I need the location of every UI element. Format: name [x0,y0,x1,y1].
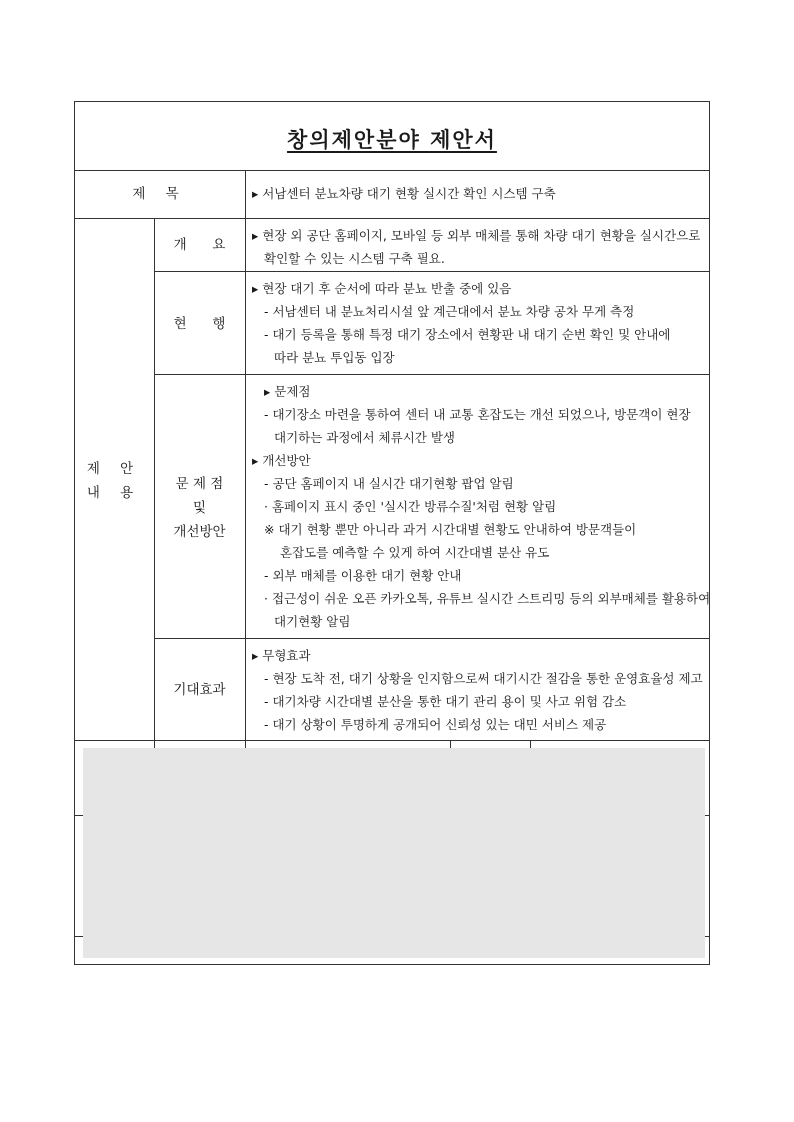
rule-overview-bottom [154,271,710,272]
redacted-area [83,748,705,958]
effect-line: - 현장 도착 전, 대기 상황을 인지함으로써 대기시간 절감을 통한 운영효율성 제고 [264,671,703,686]
problem-line: · 홈페이지 표시 중인 '실시간 방류수질'처럼 현황 알림 [264,499,557,514]
problem-label: 문 제 점 및 개선방안 [173,476,226,540]
effect-line: - 대기 상황이 투명하게 공개되어 신뢰성 있는 대민 서비스 제공 [264,717,607,732]
subject-value: ▸ 서남센터 분뇨차량 대기 현황 실시간 확인 시스템 구축 [252,186,556,201]
overview-label: 개 요 [173,237,226,253]
current-line: - 대기 등록을 통해 특정 대기 장소에서 현황판 내 대기 순번 확인 및 안내에 [264,327,671,342]
rule-subject-divider [245,170,246,218]
overview-line: ▸ 현장 외 공단 홈페이지, 모바일 등 외부 매체를 통해 차량 대기 현황을 실시간으로 [252,228,701,243]
rule-lower-divider-1 [450,740,451,748]
rule-proposal-bottom [74,740,710,741]
problem-line: - 공단 홈페이지 내 실시간 대기현황 팝업 알림 [264,476,514,491]
overview-content [252,224,700,270]
rule-lower-divider-2 [530,740,531,748]
problem-line: - 외부 매체를 이용한 대기 현황 안내 [264,568,462,583]
proposal-content-label: 제 안 내 용 [86,461,142,501]
problem-line: · 접근성이 쉬운 오픈 카카오톡, 유튜브 실시간 스트리밍 등의 외부매체를 활용하여 [264,591,711,606]
current-line: ▸ 현장 대기 후 순서에 따라 분뇨 반출 중에 있음 [252,281,512,296]
effect-line: ▸ 무형효과 [252,648,311,663]
problem-line: ▸ 문제점 [264,384,311,399]
current-label: 현 행 [173,316,226,332]
current-line: 따라 분뇨 투입동 입장 [274,350,395,365]
problem-line: ▸ 개선방안 [252,453,311,468]
rule-problem-bottom [154,638,710,639]
rule-current-bottom [154,374,710,375]
problem-content [252,380,710,633]
rule-title-bottom [74,170,710,171]
document-title: 창의제안분야 제안서 [287,128,497,152]
current-line: - 서남센터 내 분뇨처리시설 앞 계근대에서 분뇨 차량 공차 무게 측정 [264,304,635,319]
effect-label: 기대효과 [173,682,226,698]
problem-line: ※ 대기 현황 뿐만 아니라 과거 시간대별 현황도 안내하여 방문객들이 [264,522,637,537]
current-content [252,277,670,369]
subject-label: 제 목 [132,186,187,202]
rule-section-label-right [245,218,246,748]
rule-subject-bottom [74,218,710,219]
problem-line: - 대기장소 마련을 통하여 센터 내 교통 혼잡도는 개선 되었으나, 방문객이 현장 [264,407,691,422]
problem-line: 대기현황 알림 [274,614,351,629]
problem-line: 혼잡도를 예측할 수 있게 하여 시간대별 분산 유도 [280,545,550,560]
effect-line: - 대기차량 시간대별 분산을 통한 대기 관리 용이 및 사고 위험 감소 [264,694,627,709]
problem-line: 대기하는 과정에서 체류시간 발생 [274,430,455,445]
overview-line: 확인할 수 있는 시스템 구축 필요. [264,251,445,266]
effect-content [252,644,703,736]
